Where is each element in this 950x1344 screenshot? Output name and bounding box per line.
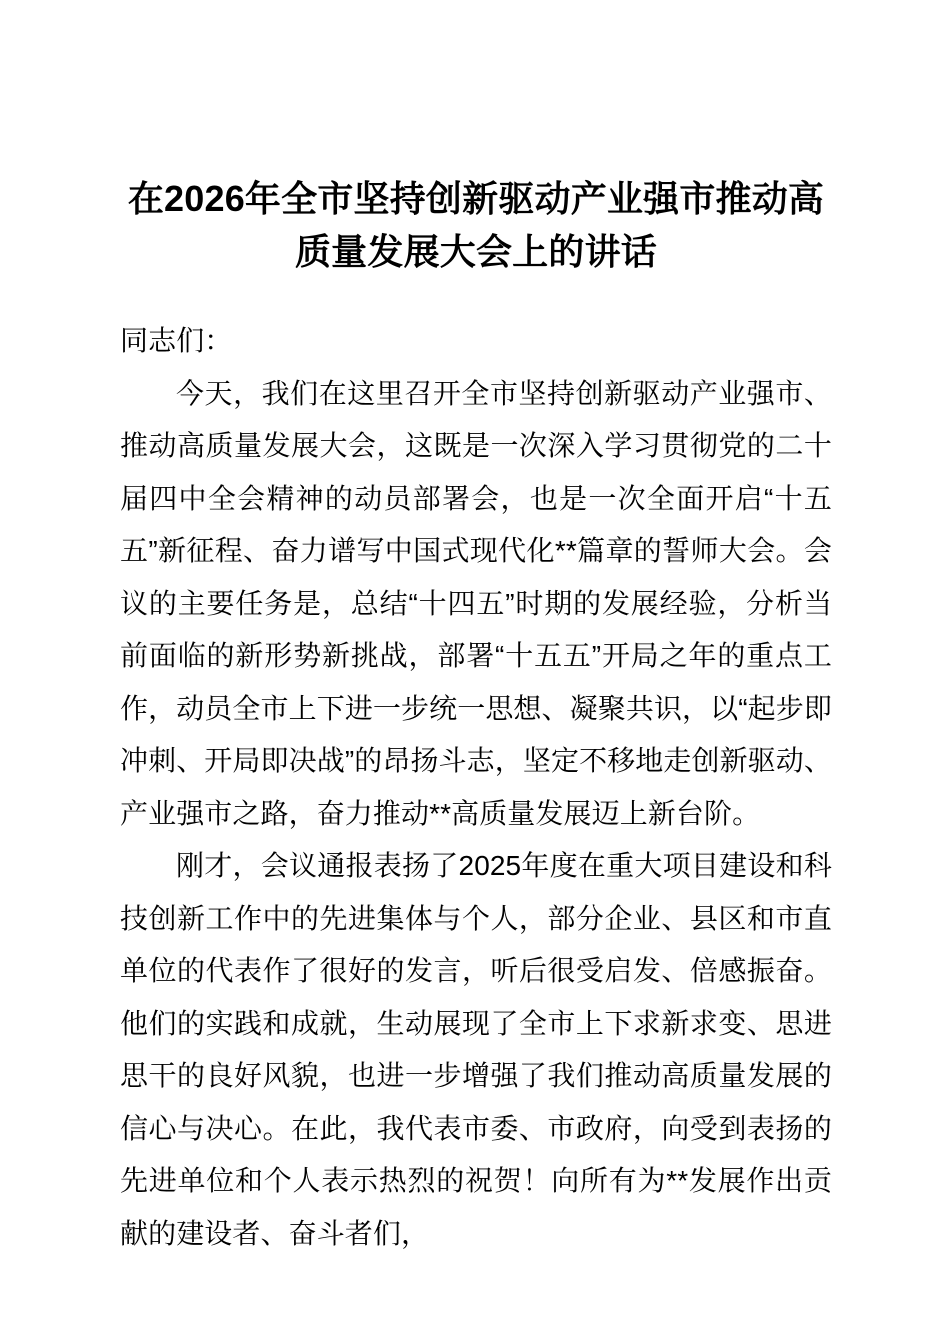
body-paragraph-1: 今天，我们在这里召开全市坚持创新驱动产业强市、推动高质量发展大会，这既是一次深入学习贯彻党的二十届四中全会精神的动员部署会，也是一次全面开启“十五五”新征程、奋力谱写中国式现代化**篇章的誓师大会。会议的主要任务是，总结“十四五”时期的发展经验，分析当前面临的新形势新挑战，部署“十五五”开局之年的重点工作，动员全市上下进一步统一思想、凝聚共识，以“起步即冲刺、开局即决战”的昂扬斗志，坚定不移地走创新驱动、产业强市之路，奋力推动**高质量发展迈上新台阶。 bbox=[120, 377, 832, 829]
page-title: 在2026年全市坚持创新驱动产业强市推动高质量发展大会上的讲话 bbox=[127, 178, 825, 272]
document-body bbox=[120, 315, 832, 1260]
document-content bbox=[120, 0, 832, 1260]
body-paragraph-2: 刚才，会议通报表扬了2025年度在重大项目建设和科技创新工作中的先进集体与个人，部分企业、县区和市直单位的代表作了很好的发言，听后很受启发、倍感振奋。他们的实践和成就，生动展现了全市上下求新求变、思进思干的良好风貌，也进一步增强了我们推动高质量发展的信心与决心。在此，我代表市委、市政府，向受到表扬的先进单位和个人表示热烈的祝贺！向所有为**发展作出贡献的建设者、奋斗者们， bbox=[120, 850, 832, 1249]
salutation-line: 同志们： bbox=[120, 325, 233, 356]
